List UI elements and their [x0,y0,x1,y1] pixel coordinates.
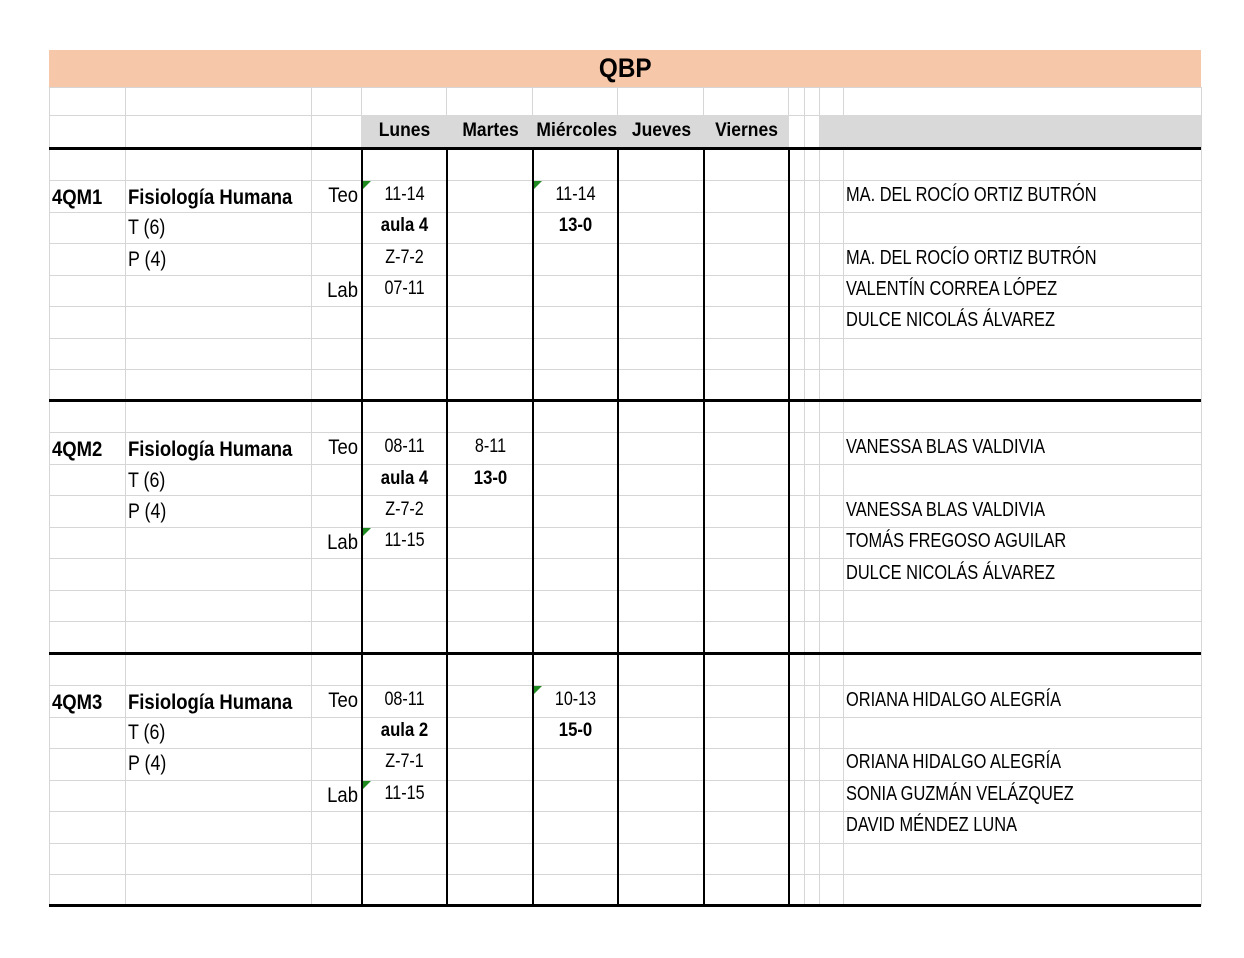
group-code: 4QM3 [52,691,103,714]
grid-row-line [49,780,1201,781]
miercoles-teo-time: 11-14 [555,184,596,205]
section-divider [49,147,1201,150]
lunes-teo-time: 08-11 [384,689,425,710]
lunes-lab-time: 07-11 [384,278,425,299]
professor: MA. DEL ROCÍO ORTIZ BUTRÓN [846,247,1097,269]
practice-hours: P (4) [128,500,167,523]
grid-row-line [49,464,1201,465]
column-divider [361,148,363,906]
miercoles-teo-time: 10-13 [554,689,597,710]
professor-header-band [820,115,1201,148]
lunes-room: aula 2 [380,720,429,741]
lunes-room: aula 4 [380,468,429,489]
professor: DULCE NICOLÁS ÁLVAREZ [846,562,1056,584]
lunes-lab-room: Z-7-2 [385,499,424,520]
section-divider [49,652,1201,655]
professor: ORIANA HIDALGO ALEGRÍA [846,689,1062,711]
theory-hours: T (6) [128,721,166,744]
grid-row-line [49,811,1201,812]
grid-row-line [49,180,1201,181]
grid-row-line [49,275,1201,276]
subject-name: Fisiología Humana [128,438,293,461]
day-header-lunes: Lunes [378,120,431,141]
teo-label: Teo [328,184,358,207]
theory-hours: T (6) [128,469,166,492]
column-divider [617,148,619,906]
miercoles-room: 13-0 [558,215,593,236]
miercoles-room: 15-0 [558,720,593,741]
practice-hours: P (4) [128,248,167,271]
teo-label: Teo [328,436,358,459]
martes-teo-time: 8-11 [474,436,507,457]
professor: VANESSA BLAS VALDIVIA [846,436,1046,458]
professor: ORIANA HIDALGO ALEGRÍA [846,751,1062,773]
column-divider [532,148,534,906]
grid-column-line [819,87,820,906]
professor: SONIA GUZMÁN VELÁZQUEZ [846,783,1074,805]
grid-row-line [49,495,1201,496]
group-code: 4QM1 [52,186,103,209]
martes-room: 13-0 [473,468,508,489]
lunes-teo-time: 11-14 [384,184,425,205]
column-divider [703,148,705,906]
grid-column-line [49,87,50,906]
lab-label: Lab [327,531,358,554]
grid-row-line [49,212,1201,213]
grid-row-line [49,685,1201,686]
grid-row-line [49,748,1201,749]
lab-label: Lab [327,279,358,302]
grid-row-line [49,87,1201,88]
practice-hours: P (4) [128,752,167,775]
grid-column-line [1201,87,1202,906]
grid-row-line [49,338,1201,339]
column-divider [446,148,448,906]
grid-row-line [49,306,1201,307]
grid-row-line [49,843,1201,844]
lunes-lab-room: Z-7-1 [385,751,424,772]
professor: VALENTÍN CORREA LÓPEZ [846,278,1058,300]
lunes-teo-time: 08-11 [384,436,425,457]
grid-row-line [49,243,1201,244]
day-header-martes: Martes [462,120,519,141]
lunes-lab-room: Z-7-2 [385,247,424,268]
grid-row-line [49,558,1201,559]
theory-hours: T (6) [128,216,166,239]
section-divider [49,904,1201,907]
column-divider [788,148,790,906]
grid-row-line [49,874,1201,875]
grid-row-line [49,621,1201,622]
day-header-jueves: Jueves [631,120,692,141]
group-code: 4QM2 [52,438,103,461]
day-header-viernes: Viernes [715,120,778,141]
subject-name: Fisiología Humana [128,186,293,209]
grid-column-line [843,87,844,906]
professor: TOMÁS FREGOSO AGUILAR [846,530,1067,552]
grid-row-line [49,590,1201,591]
professor: VANESSA BLAS VALDIVIA [846,499,1046,521]
grid-row-line [49,432,1201,433]
professor: DULCE NICOLÁS ÁLVAREZ [846,309,1056,331]
subject-name: Fisiología Humana [128,691,293,714]
page-title: QBP [598,53,652,83]
lunes-lab-time: 11-15 [384,783,425,804]
title-bar [49,50,1201,87]
grid-row-line [49,717,1201,718]
professor: DAVID MÉNDEZ LUNA [846,814,1018,836]
professor: MA. DEL ROCÍO ORTIZ BUTRÓN [846,184,1097,206]
lunes-room: aula 4 [380,215,429,236]
grid-row-line [49,527,1201,528]
grid-row-line [49,369,1201,370]
lunes-lab-time: 11-15 [384,530,425,551]
grid-column-line [804,87,805,906]
section-divider [49,399,1201,402]
grid-column-line [125,87,126,906]
lab-label: Lab [327,784,358,807]
teo-label: Teo [328,689,358,712]
day-header-miercoles: Miércoles [536,120,618,141]
